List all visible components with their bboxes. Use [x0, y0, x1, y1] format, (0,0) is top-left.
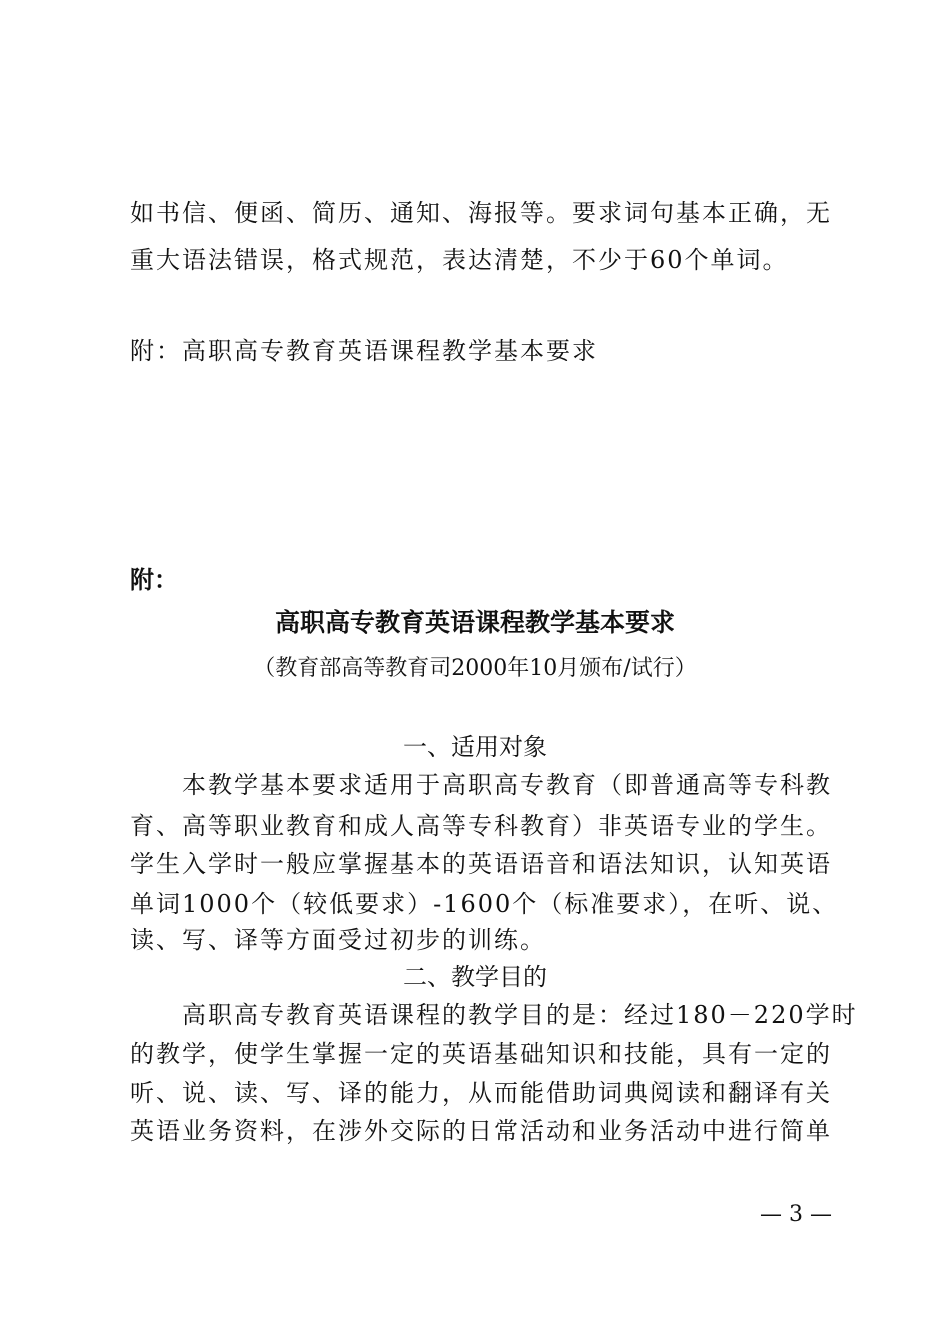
section-2-line-1: 高职高专教育英语课程的教学目的是：经过180－220学时 — [130, 1001, 858, 1029]
document-title: 高职高专教育英语课程教学基本要求 — [274, 608, 675, 637]
section-heading-2: 二、教学目的 — [403, 963, 547, 991]
section-2-line-4: 英语业务资料，在涉外交际的日常活动和业务活动中进行简单 — [130, 1117, 832, 1145]
section-2-line-2: 的教学，使学生掌握一定的英语基础知识和技能，具有一定的 — [130, 1040, 832, 1068]
section-2-line-3: 听、说、读、写、译的能力，从而能借助词典阅读和翻译有关 — [130, 1079, 832, 1107]
page-number: — 3 — — [760, 1202, 832, 1227]
section-1-line-1: 本教学基本要求适用于高职高专教育（即普通高等专科教 — [130, 771, 832, 799]
intro-line-2: 重大语法错误，格式规范，表达清楚，不少于60个单词。 — [130, 246, 789, 274]
intro-line-1: 如书信、便函、简历、通知、海报等。要求词句基本正确，无 — [130, 199, 832, 227]
section-heading-1: 一、适用对象 — [403, 733, 547, 761]
attachment-note: 附：高职高专教育英语课程教学基本要求 — [130, 337, 598, 365]
section-1-line-4: 单词1000个（较低要求）-1600个（标准要求），在听、说、 — [130, 890, 839, 918]
document-subtitle: （教育部高等教育司2000年10月颁布/试行） — [253, 656, 697, 681]
section-1-line-2: 育、高等职业教育和成人高等专科教育）非英语专业的学生。 — [130, 812, 832, 840]
section-1-line-5: 读、写、译等方面受过初步的训练。 — [130, 926, 546, 954]
section-1-line-3: 学生入学时一般应掌握基本的英语语音和语法知识，认知英语 — [130, 850, 832, 878]
appendix-label: 附： — [130, 566, 178, 594]
